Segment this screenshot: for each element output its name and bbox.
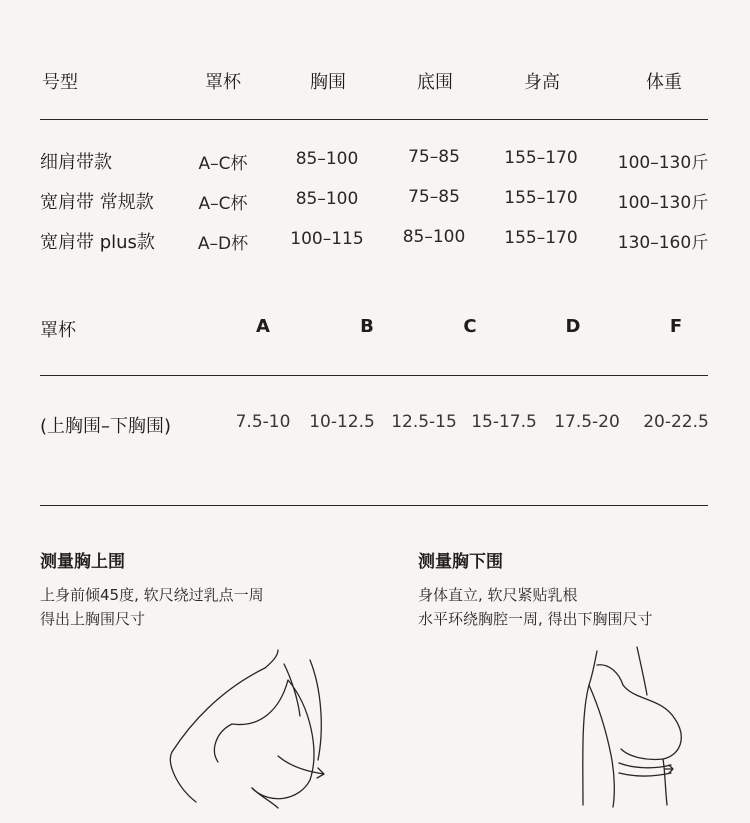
- breast-outline: [232, 680, 314, 799]
- row-underbust-cell: 75–85: [408, 187, 460, 207]
- arm-outline: [170, 752, 196, 802]
- row-bust-cell: 85–100: [295, 149, 359, 169]
- row-weight-cell: 100–130斤: [617, 193, 709, 213]
- row-weight-cell: 100–130斤: [617, 153, 709, 173]
- cup-f-header: F: [669, 316, 683, 337]
- header-bust: 胸围: [310, 72, 346, 93]
- row-weight-cell: 130–160斤: [617, 233, 709, 253]
- row-model-label: 细肩带款: [40, 152, 112, 173]
- row-model-label: 宽肩带 常规款: [40, 192, 154, 213]
- cup-range-cell: 15-17.5: [471, 412, 537, 432]
- header-model: 号型: [42, 72, 78, 93]
- measure-upper-line1: 上身前倾45度, 软尺绕过乳点一周: [40, 586, 264, 604]
- breast-outline: [621, 685, 681, 760]
- cup-range-cell: 10-12.5: [309, 412, 375, 432]
- row-height-cell: 155–170: [504, 188, 578, 208]
- upper-bust-illustration: [160, 640, 340, 810]
- cup-b-header: B: [360, 316, 374, 337]
- measure-under-line2: 水平环绕胸腔一周, 得出下胸围尺寸: [418, 610, 653, 628]
- tape-arrow: [278, 756, 324, 778]
- measure-upper-title: 测量胸上围: [40, 552, 125, 572]
- cup-range-cell: 7.5-10: [235, 412, 291, 432]
- back-outline: [310, 660, 321, 760]
- row-cup-cell: A–C杯: [198, 194, 248, 214]
- measure-under-line1: 身体直立, 软尺紧贴乳根: [418, 586, 578, 604]
- under-bust-illustration: [575, 645, 695, 810]
- section-divider: [40, 505, 708, 506]
- row-height-cell: 155–170: [504, 148, 578, 168]
- cup-range-cell: 17.5-20: [554, 412, 620, 432]
- header-cup: 罩杯: [205, 72, 241, 93]
- strap-line: [637, 647, 647, 695]
- cup-row-label: (上胸围–下胸围): [40, 416, 172, 437]
- shoulder-curve: [214, 724, 232, 762]
- row-underbust-cell: 75–85: [408, 147, 460, 167]
- shoulder-outline: [597, 665, 623, 685]
- cup-c-header: C: [463, 316, 477, 337]
- row-underbust-cell: 85–100: [402, 227, 466, 247]
- cup-d-header: D: [565, 316, 581, 337]
- header-underbust: 底围: [417, 72, 453, 93]
- row-bust-cell: 85–100: [295, 189, 359, 209]
- row-cup-cell: A–D杯: [197, 234, 249, 254]
- measure-under-title: 测量胸下围: [418, 552, 503, 572]
- cup-table-label: 罩杯: [40, 320, 76, 341]
- strap-line: [284, 664, 300, 716]
- header-divider: [40, 119, 708, 120]
- cup-a-header: A: [256, 316, 270, 337]
- arm-outline: [589, 685, 614, 807]
- cup-range-cell: 12.5-15: [391, 412, 457, 432]
- row-model-label: 宽肩带 plus款: [40, 232, 155, 253]
- row-bust-cell: 100–115: [290, 229, 364, 249]
- cup-divider: [40, 375, 708, 376]
- leaning-torso-outline: [172, 650, 278, 752]
- back-outline: [583, 651, 597, 805]
- header-height: 身高: [524, 72, 560, 93]
- row-height-cell: 155–170: [504, 228, 578, 248]
- row-cup-cell: A–C杯: [198, 154, 248, 174]
- cup-range-cell: 20-22.5: [643, 412, 709, 432]
- header-weight: 体重: [646, 72, 682, 93]
- lower-curve: [252, 788, 278, 808]
- measure-upper-line2: 得出上胸围尺寸: [40, 610, 146, 628]
